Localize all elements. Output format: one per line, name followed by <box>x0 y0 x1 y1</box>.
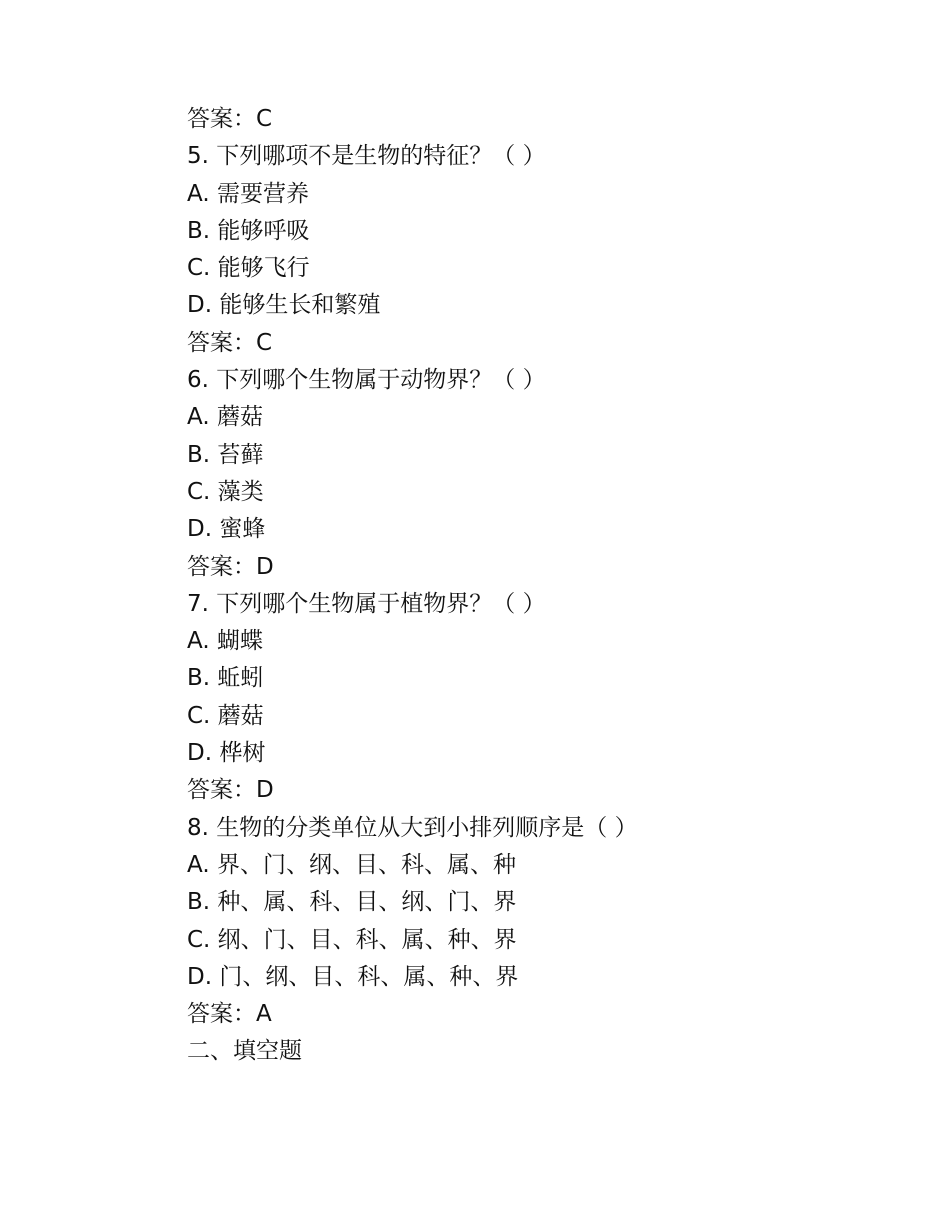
answer-line: 答案：C <box>187 106 273 132</box>
question-5-option-b: B. 能够呼吸 <box>187 217 310 244</box>
question-7-answer: 答案：D <box>187 777 274 804</box>
question-6-option-b: B. 苔藓 <box>187 441 264 468</box>
question-8-option-b: B. 种、属、科、目、纲、门、界 <box>187 889 517 916</box>
question-8: 8. 生物的分类单位从大到小排列顺序是（ ） <box>187 814 638 841</box>
question-6-answer: 答案：D <box>187 553 274 580</box>
question-7-option-b: B. 蚯蚓 <box>187 665 264 692</box>
question-7-option-a: A. 蝴蝶 <box>187 628 263 655</box>
document-body <box>187 101 887 1071</box>
question-5-answer: 答案：C <box>187 329 273 356</box>
question-8-option-a: A. 界、门、纲、目、科、属、种 <box>187 851 516 878</box>
question-8-option-d: D. 门、纲、目、科、属、种、界 <box>187 963 519 990</box>
question-5-option-d: D. 能够生长和繁殖 <box>187 292 381 319</box>
question-8-option-c: C. 纲、门、目、科、属、种、界 <box>187 926 517 953</box>
question-8-answer: 答案：A <box>187 1001 272 1028</box>
question-6-option-c: C. 藻类 <box>187 478 264 505</box>
question-5-option-a: A. 需要营养 <box>187 180 309 207</box>
question-6-option-d: D. 蜜蜂 <box>187 516 266 543</box>
section-heading-fill-in-blank: 二、填空题 <box>187 1038 302 1065</box>
question-7: 7. 下列哪个生物属于植物界？（ ） <box>187 590 546 617</box>
question-7-option-d: D. 桦树 <box>187 740 266 767</box>
question-6: 6. 下列哪个生物属于动物界？（ ） <box>187 367 546 394</box>
question-7-option-c: C. 蘑菇 <box>187 702 264 729</box>
question-6-option-a: A. 蘑菇 <box>187 404 263 431</box>
question-5: 5. 下列哪项不是生物的特征？（ ） <box>187 143 546 170</box>
question-5-option-c: C. 能够飞行 <box>187 255 310 282</box>
